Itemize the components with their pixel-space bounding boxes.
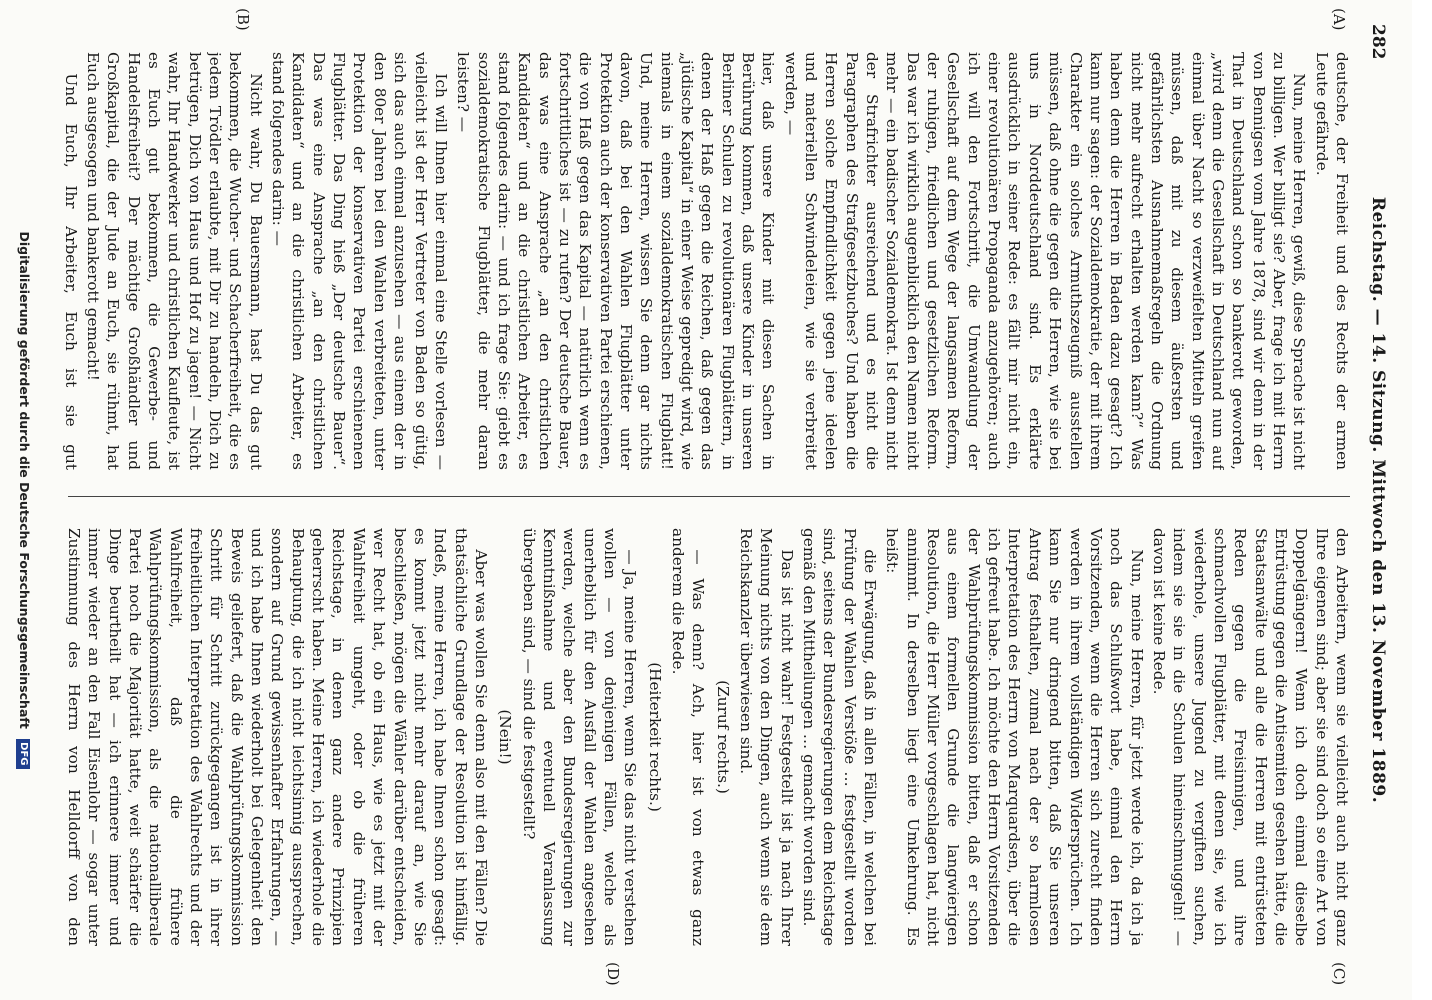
margin-letter-c: (C) [1330, 962, 1348, 986]
left-column [62, 52, 1352, 470]
page-number: 282 [1368, 24, 1388, 60]
paragraph: Das ist nicht wahr! Festgestellt ist ja nach Ihrer Meinung nichts von den Dingen, auch wenn sie dem Reichskanzler überwiesen sind. [737, 528, 796, 946]
credit-text: Digitalisierung gefördert durch die Deutsche Forschungsgemeinschaft [17, 231, 32, 729]
stage-direction: (Zuruf rechts.) [713, 680, 732, 794]
stage-direction: (Heiterkeit rechts.) [645, 662, 664, 812]
paragraph: den Arbeitern, wenn sie vielleicht auch nicht ganz Ihre eigenen sind; aber sie sind doch so eine Art von Doppelgängern! Wenn ich doch einmal dieselbe Entrüstung gegen die Antisemiten gesehen hätte, die Staatsanwälte und alle die Herren mit entrüsteten Reden gegen die Freisinnigen, und ihre schmachvollen Flugblätter, mit denen sie, wie ich wiederhole, unsere Jugend zu vergiften suchen, indem sie sie in die Schulen hineinschmuggeln! — davon ist keine Rede. [1149, 528, 1351, 946]
paragraph: Nun, meine Herren, für jetzt werde ich, da ich ja noch das Schlußwort habe, einmal den Herrn Vorsitzenden, wenn die Herren sich zurecht finden werden in ihrem vollständigen Widersprüchen. Ich kann Sie nur dringend bitten, daß Sie unseren Antrag festhalten, zumal nach der so harmlosen Interpretation des Herrn von Marquardsen, über die ich gefreut habe. Ich möchte den Herrn Vorsitzenden der Wahlprüfungskommission bitten, daß er schon aus einem formellen Grunde die langwierigen Resolution, die Herr Müller vorgeschlagen hat, nicht annimmt. In derselben liegt eine Umkehrung. Es heißt: [883, 528, 1146, 946]
right-column [62, 528, 1352, 946]
stage-direction: (Nein!) [496, 709, 515, 765]
page-header [1360, 18, 1394, 982]
paragraph: — Ja, meine Herren, wenn Sie das nicht verstehen wollen — von denjenigen Fällen, welche als unerheblich für den Ausfall der Wahlen angesehen werden, welche aber den Bundesregierungen zur Kenntnißnahme und eventuell Veranlassung übergeben sind, — sind die festgestellt? [519, 528, 640, 946]
column-divider [68, 496, 1350, 497]
margin-letter-d: (D) [604, 962, 622, 986]
quoted-paragraph: die Erwägung, daß in allen Fällen, in welchen bei Prüfung der Wahlen Verstöße … festgestellt worden sind, seitens der Bundesregierungen dem Reichstage gemäß den Mittheilungen … gemacht worden sind. [800, 528, 880, 946]
paragraph: deutsche, der Freiheit und des Rechts der armen Leute gefährde. [1312, 52, 1351, 470]
quoted-paragraph: Und Euch, Ihr Arbeiter, Euch ist sie gut [62, 73, 80, 470]
margin-letter-b: (B) [234, 8, 252, 31]
quoted-paragraph: Nicht wahr, Du Bauersmann, hast Du das gut bekommen, die Wucher- und Schacherfreiheit, die es jedem Trödler erlaubte, mit Dir zu handeln, Dich zu betrügen, Dich von Haus und Hof zu jagen! — Nicht wahr, Ihr Handwerker und christlichen Kaufleute, ist es Euch gut bekommen, die Gewerbe- und Handelsfreiheit? Der mächtige Großhändler und Großkapital, die der Jude an Euch, sie rühmt, hat Euch ausgesogen und bankerott gemacht! [84, 52, 265, 470]
digitization-credit [10, 0, 32, 1000]
dfg-logo: DFG [17, 739, 31, 768]
paragraph: Ich will Ihnen hier einmal eine Stelle vorlesen — vielleicht ist der Herr Vertreter von Baden so gütig, sich das auch einmal anzusehen — aus einem der in den 80er Jahren bei den Wahlen verbreiteten, unter Protektion der konservativen Partei erschienenen Flugblätter. Das Ding hieß „Der deutsche Bauer“. Das was eine Ansprache „an den christlichen Kandidaten“ und an die christlichen Arbeiter, es stand folgendes darin: — [269, 52, 450, 470]
running-head: Reichstag. — 14. Sitzung. Mittwoch den 13. November 1889. [1368, 196, 1388, 804]
paragraph: Nun, meine Herren, gewiß, diese Sprache ist nicht zu billigen. Wer billigt sie? Aber, frage ich mit Herrn von Bennigsen vom Jahre 1878, sind wir denn in der That in Deutschland schon so bankerott geworden, „wird denn die Gesellschaft in Deutschland nun auf einmal über Nacht so verzweifelten Mitteln greifen müssen, daß mit zu diesem äußersten und gefährlichsten Ausnahmemaßregeln die Ordnung nicht mehr aufrecht erhalten werden kann?“ Was haben denn die Herren in Baden dazu gesagt? Ich kann nur sagen: der Sozialdemokratie, der mit ihrem Charakter ein solches Armuthszeugniß ausstellen müssen, daß ohne die gegen die Herren, wie sie bei uns in Norddeutschland sind. Es erklärte ausdrücklich in seiner Rede: es fällt mir nicht ein, einer revolutionären Propaganda anzugehören; auch ich will den Fortschritt, die Umwandlung der Gesellschaft auf dem Wege der langsamen Reform, der ruhigen, friedlichen und gesetzlichen Reform. Das war ich wirklich augenblicklich den Namen nicht mehr — ein badischer Sozialdemokrat. Ist denn nicht der Strafrichter ausreichend und es nicht die Paragraphen des Strafgesetzbuches? Und haben die Herren solche Empfindlichkeit gegen jene ideelen und materiellen Schwindeleien, wie sie verbreitet werden, — [781, 52, 1309, 470]
paragraph: — Was denn? Ach, hier ist von etwas ganz anderem die Rede. [669, 528, 708, 946]
margin-letter-a: (A) [1330, 8, 1348, 31]
paragraph: Aber was wollen Sie denn also mit den Fällen? Die thatsächliche Grundlage der Resolution ist hinfällig. Indeß, meine Herren, ich habe Ihnen schon gesagt: es kommt jetzt nicht mehr darauf an, wie Sie beschließen, mögen die Wähler darüber entscheiden, wer Recht hat, ob ein Haus, wie es jetzt mit der Wahlfreiheit umgeht, oder ob die früheren Reichstage, in denen ganz andere Prinzipien geherrscht haben. Meine Herren, ich wiederhole die Behauptung, die ich nicht leichtsinnig aussprechen, sondern auf Grund gewissenhafter Erfahrungen, — und ich habe Ihnen wiederholt bei Gelegenheit den Beweis geliefert, daß die Wahlprüfungskommission Schritt für Schritt zurückgegangen ist in ihrer freiheitlichen Interpretation des Wahlrechts und der Wahlfreiheit, daß die frühere Wahlprüfungskommission, als die nationalliberale Partei noch die Majorität hatte, weit schärfer die Dinge beurtheilt hat — ich erinnere immer und immer wieder an den Fall Eisenlohr — sogar unter Zustimmung des Herrn von Helldorff von den [65, 528, 490, 946]
paragraph: hier, daß unsere Kinder mit diesen Sachen in Berührung kommen, daß unsere Kinder in unseren Berliner Schulen zu revolutionären Flugblättern, in denen der Haß gegen die Reichen, daß gegen das „jüdische Kapital“ in einer Weise gepredigt wird, wie niemals in einem sozialdemokratischen Flugblatt! Und, meine Herren, wissen Sie denn gar nichts davon, daß bei den Wahlen Flugblätter unter Protektion auch der konservativen Partei erschienen, die von Haß gegen das Kapital — natürlich wenn es fortschrittliches ist — zu rufen? Der deutsche Bauer, das was eine Ansprache „an den christlichen Kandidaten“ und an die christlichen Arbeiter, es stand folgendes darin: — und ich frage Sie: giebt es sozialdemokratische Flugblätter, die mehr daran leisten? — [454, 52, 778, 470]
